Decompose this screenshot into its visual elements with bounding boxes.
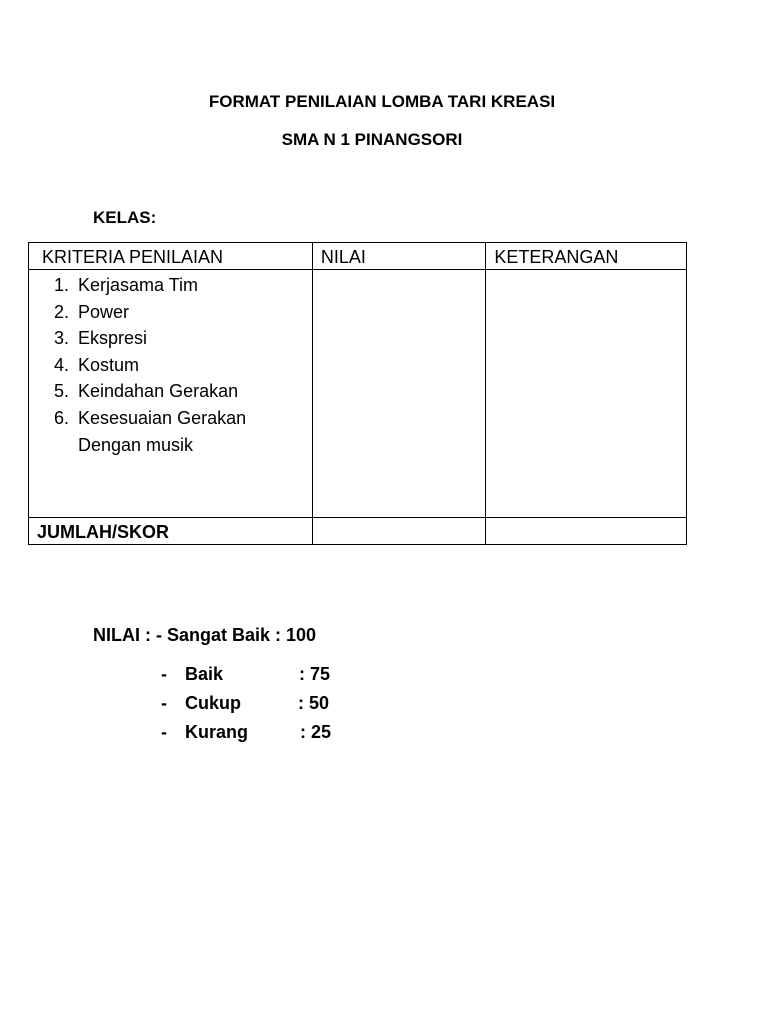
legend-item: - Baik : 75 — [161, 664, 331, 684]
list-item: 1. Kerjasama Tim — [54, 275, 199, 295]
list-item: 3. Ekspresi — [54, 328, 148, 349]
jumlah-keterangan-cell[interactable] — [486, 518, 687, 545]
document-subtitle: SMA N 1 PINANGSORI — [281, 130, 463, 149]
header-kriteria: KRITERIA PENILAIAN — [29, 243, 313, 270]
header-keterangan: KETERANGAN — [486, 243, 687, 270]
header-nilai: NILAI — [312, 243, 486, 270]
keterangan-cell[interactable] — [486, 270, 687, 518]
jumlah-skor-label: JUMLAH/SKOR — [29, 518, 313, 545]
list-item: Dengan musik — [78, 434, 194, 455]
criteria-cell — [29, 270, 313, 518]
criteria-list — [29, 270, 312, 458]
legend-first-line: NILAI : - Sangat Baik : 100 — [93, 625, 317, 645]
list-item: 2. Power — [54, 301, 130, 322]
legend-item: - Kurang : 25 — [161, 722, 332, 742]
table-footer-row — [29, 518, 687, 545]
assessment-table — [28, 242, 687, 545]
document-title: FORMAT PENILAIAN LOMBA TARI KREASI — [208, 92, 556, 111]
list-item: 4. Kostum — [54, 354, 140, 375]
jumlah-nilai-cell[interactable] — [312, 518, 486, 545]
list-item: 5. Keindahan Gerakan — [54, 381, 239, 402]
nilai-cell[interactable] — [312, 270, 486, 518]
legend-item: - Cukup : 50 — [161, 693, 330, 713]
list-item: 6. Kesesuaian Gerakan — [54, 407, 247, 428]
kelas-label: KELAS: — [93, 208, 157, 227]
table-header-row — [29, 243, 687, 270]
table-row — [29, 270, 687, 518]
